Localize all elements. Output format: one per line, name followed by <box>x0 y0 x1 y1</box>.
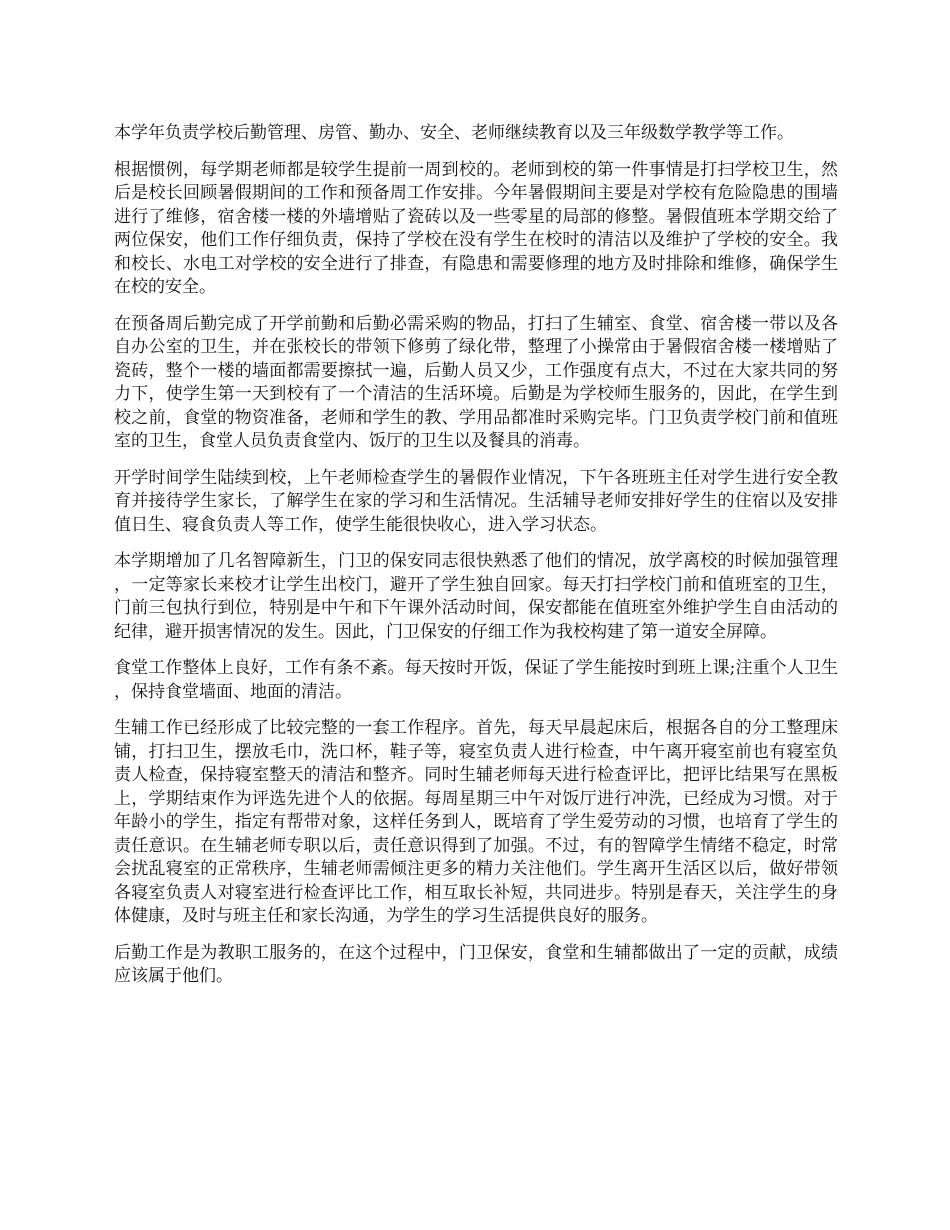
paragraph-summer-preparation: 根据惯例，每学期老师都是较学生提前一周到校的。老师到校的第一件事情是打扫学校卫生，然后是校长回顾暑假期间的工作和预备周工作安排。今年暑假期间主要是对学校有危险隐患的围墙进行了维修，宿舍楼一楼的外墙增贴了瓷砖以及一些零星的局部的修整。暑假值班本学期交给了两位保安，他们工作仔细负责，保持了学校在没有学生在校时的清洁以及维护了学校的安全。我和校长、水电工对学校的安全进行了排查，有隐患和需要修理的地方及时排除和维修，确保学生在校的安全。 <box>114 159 838 297</box>
paragraph-conclusion: 后勤工作是为教职工服务的，在这个过程中，门卫保安，食堂和生辅都做出了一定的贡献，成绩应该属于他们。 <box>114 942 838 986</box>
paragraph-school-opening: 开学时间学生陆续到校，上午老师检查学生的暑假作业情况，下午各班班主任对学生进行安全教育并接待学生家长，了解学生在家的学习和生活情况。生活辅导老师安排好学生的住宿以及安排值日生、寝食负责人等工作，使学生能很快收心，进入学习状态。 <box>114 467 838 535</box>
paragraph-canteen: 食堂工作整体上良好，工作有条不紊。每天按时开饭，保证了学生能按时到班上课;注重个人卫生，保持食堂墙面、地面的清洁。 <box>114 658 838 702</box>
paragraph-dormitory-support: 生辅工作已经形成了比较完整的一套工作程序。首先，每天早晨起床后，根据各自的分工整理床铺，打扫卫生，摆放毛巾，洗口杯，鞋子等，寝室负责人进行检查，中午离开寝室前也有寝室负责人检查，保持寝室整天的清洁和整齐。同时生辅老师每天进行检查评比，把评比结果写在黑板上，学期结束作为评选先进个人的依据。每周星期三中午对饭厅进行冲洗，已经成为习惯。对于年龄小的学生，指定有帮带对象，这样任务到人，既培育了学生爱劳动的习惯，也培育了学生的责任意识。在生辅老师专职以后，责任意识得到了加强。不过，有的智障学生情绪不稳定，时常会扰乱寝室的正常秩序，生辅老师需倾注更多的精力关注他们。学生离开生活区以后，做好带领各寝室负责人对寝室进行检查评比工作，相互取长补短，共同进步。特别是春天，关注学生的身体健康，及时与班主任和家长沟通，为学生的学习生活提供良好的服务。 <box>114 718 838 926</box>
document-body <box>114 122 838 1002</box>
paragraph-intro: 本学年负责学校后勤管理、房管、勤办、安全、老师继续教育以及三年级数学教学等工作。 <box>114 123 794 143</box>
paragraph-security-guard: 本学期增加了几名智障新生，门卫的保安同志很快熟悉了他们的情况，放学离校的时候加强管理，一定等家长来校才让学生出校门，避开了学生独自回家。每天打扫学校门前和值班室的卫生，门前三包执行到位，特别是中午和下午课外活动时间，保安都能在值班室外维护学生自由活动的纪律，避开损害情况的发生。因此，门卫保安的仔细工作为我校构建了第一道安全屏障。 <box>114 551 838 642</box>
paragraph-preparation-week: 在预备周后勤完成了开学前勤和后勤必需采购的物品，打扫了生辅室、食堂、宿舍楼一带以及各自办公室的卫生，并在张校长的带领下修剪了绿化带，整理了小操常由于暑假宿舍楼一楼增贴了瓷砖，整个一楼的墙面都需要擦拭一遍，后勤人员又少，工作强度有点大，不过在大家共同的努力下，使学生第一天到校有了一个清洁的生活环境。后勤是为学校师生服务的，因此，在学生到校之前，食堂的物资准备，老师和学生的教、学用品都准时采购完毕。门卫负责学校门前和值班室的卫生，食堂人员负责食堂内、饭厅的卫生以及餐具的消毒。 <box>114 313 838 451</box>
